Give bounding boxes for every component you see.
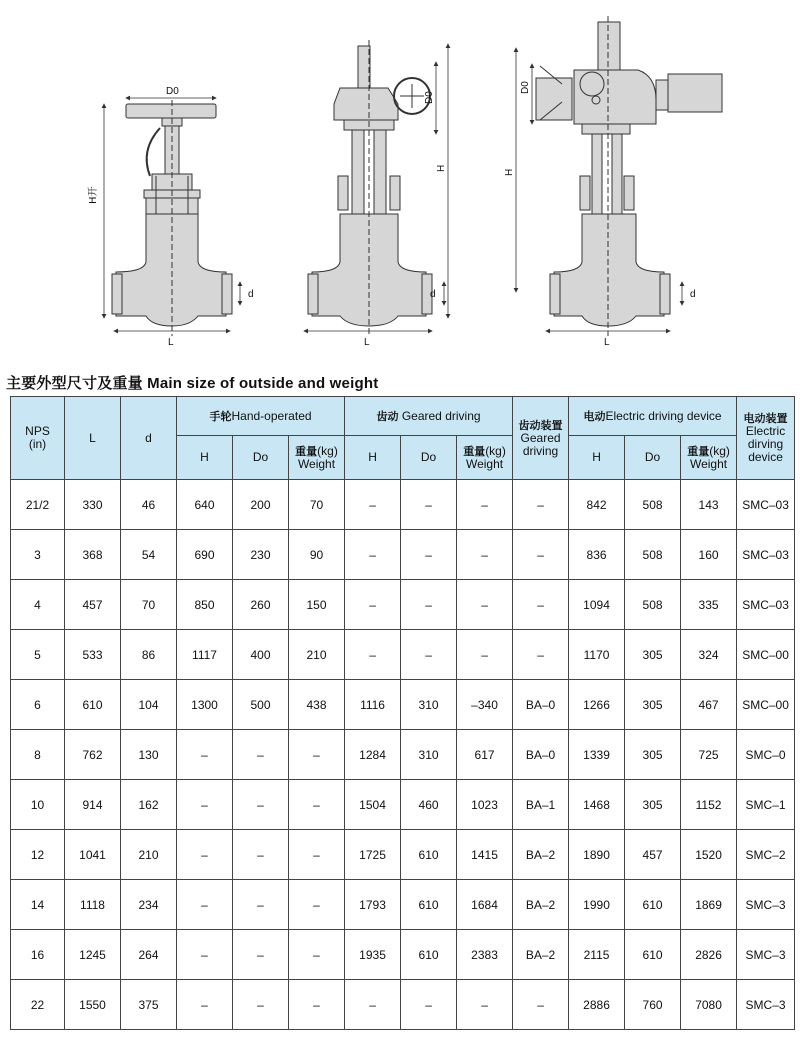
cell-hand-h: 1300	[177, 680, 233, 730]
cell-d: 375	[121, 980, 177, 1030]
cell-hand-h: –	[177, 980, 233, 1030]
col-header-d: d	[121, 397, 177, 480]
cell-d: 86	[121, 630, 177, 680]
cell-electric-weight: 725	[681, 730, 737, 780]
cell-electric-weight: 1869	[681, 880, 737, 930]
table-row	[11, 680, 795, 730]
cell-hand-h: 640	[177, 480, 233, 530]
col-header-geared-device: 齿动装置 Geared driving	[513, 397, 569, 480]
cell-hand-weight: 438	[289, 680, 345, 730]
cell-electric-do: 610	[625, 880, 681, 930]
cell-nps: 21/2	[11, 480, 65, 530]
col-header-l: L	[65, 397, 121, 480]
cell-geared-do: 610	[401, 880, 457, 930]
cell-geared-h: 1116	[345, 680, 401, 730]
cell-electric-weight: 160	[681, 530, 737, 580]
table-row	[11, 780, 795, 830]
electric-do-header: Do	[625, 436, 681, 480]
cell-electric-weight: 324	[681, 630, 737, 680]
cell-electric-device: SMC–03	[737, 530, 795, 580]
cell-hand-h: –	[177, 780, 233, 830]
cell-geared-h: 1725	[345, 830, 401, 880]
cell-hand-weight: –	[289, 880, 345, 930]
cell-geared-device: BA–0	[513, 730, 569, 780]
cell-geared-device: –	[513, 530, 569, 580]
cell-geared-h: –	[345, 480, 401, 530]
cell-hand-do: 200	[233, 480, 289, 530]
cell-hand-h: 850	[177, 580, 233, 630]
valve-drawings	[0, 0, 800, 352]
table-body	[11, 480, 795, 1030]
cell-l: 368	[65, 530, 121, 580]
cell-electric-h: 2886	[569, 980, 625, 1030]
cell-geared-do: 610	[401, 930, 457, 980]
cell-geared-h: 1504	[345, 780, 401, 830]
cell-electric-weight: 1152	[681, 780, 737, 830]
cell-nps: 10	[11, 780, 65, 830]
cell-geared-do: –	[401, 530, 457, 580]
col-header-nps: NPS (in)	[11, 397, 65, 480]
cell-electric-device: SMC–00	[737, 680, 795, 730]
electric-h-header: H	[569, 436, 625, 480]
cell-geared-do: 460	[401, 780, 457, 830]
geared-valve-drawing	[308, 40, 432, 336]
cell-geared-weight: –340	[457, 680, 513, 730]
cell-electric-h: 1468	[569, 780, 625, 830]
hand-d0-label: D0	[166, 86, 179, 97]
cell-electric-device: SMC–3	[737, 980, 795, 1030]
electric-h-label: H	[504, 168, 515, 176]
cell-hand-do: –	[233, 980, 289, 1030]
cell-geared-device: –	[513, 580, 569, 630]
cell-geared-device: –	[513, 630, 569, 680]
table-row	[11, 480, 795, 530]
cell-hand-h: –	[177, 730, 233, 780]
cell-hand-do: –	[233, 780, 289, 830]
cell-electric-h: 1890	[569, 830, 625, 880]
group-header-hand-operated: 手轮Hand-operated	[177, 397, 345, 436]
cell-hand-weight: –	[289, 730, 345, 780]
cell-l: 1041	[65, 830, 121, 880]
cell-hand-h: –	[177, 930, 233, 980]
cell-nps: 3	[11, 530, 65, 580]
electric-d0-label: D0	[520, 81, 531, 94]
col-header-electric-device: 电动装置 Electric dirving device	[737, 397, 795, 480]
cell-d: 70	[121, 580, 177, 630]
cell-hand-weight: 210	[289, 630, 345, 680]
cell-electric-weight: 1520	[681, 830, 737, 880]
cell-l: 762	[65, 730, 121, 780]
cell-geared-device: BA–2	[513, 930, 569, 980]
cell-d: 46	[121, 480, 177, 530]
cell-d: 104	[121, 680, 177, 730]
cell-nps: 16	[11, 930, 65, 980]
cell-l: 1245	[65, 930, 121, 980]
group-header-electric-driving: 电动Electric driving device	[569, 397, 737, 436]
cell-hand-do: –	[233, 930, 289, 980]
cell-d: 264	[121, 930, 177, 980]
cell-hand-weight: –	[289, 980, 345, 1030]
cell-hand-do: –	[233, 830, 289, 880]
cell-geared-do: 310	[401, 680, 457, 730]
cell-hand-weight: –	[289, 930, 345, 980]
cell-hand-h: –	[177, 880, 233, 930]
cell-geared-weight: 617	[457, 730, 513, 780]
cell-hand-do: 400	[233, 630, 289, 680]
cell-electric-do: 305	[625, 680, 681, 730]
cell-electric-device: SMC–2	[737, 830, 795, 880]
header-row-group	[11, 397, 795, 436]
cell-electric-device: SMC–03	[737, 480, 795, 530]
cell-electric-weight: 143	[681, 480, 737, 530]
cell-electric-do: 508	[625, 580, 681, 630]
cell-hand-do: 230	[233, 530, 289, 580]
cell-electric-device: SMC–3	[737, 880, 795, 930]
cell-geared-weight: 1415	[457, 830, 513, 880]
section-title: 主要外型尺寸及重量 Main size of outside and weight	[6, 375, 379, 392]
cell-d: 210	[121, 830, 177, 880]
cell-l: 457	[65, 580, 121, 630]
table-row	[11, 730, 795, 780]
cell-electric-device: SMC–0	[737, 730, 795, 780]
cell-l: 610	[65, 680, 121, 730]
cell-geared-device: –	[513, 980, 569, 1030]
electric-weight-header: 重量(kg) Weight	[681, 436, 737, 480]
table-row	[11, 630, 795, 680]
cell-geared-weight: –	[457, 580, 513, 630]
cell-d: 54	[121, 530, 177, 580]
table-row	[11, 580, 795, 630]
cell-hand-do: –	[233, 730, 289, 780]
electric-l-label: L	[604, 337, 610, 348]
cell-l: 330	[65, 480, 121, 530]
cell-electric-weight: 7080	[681, 980, 737, 1030]
cell-geared-device: –	[513, 480, 569, 530]
cell-hand-weight: 70	[289, 480, 345, 530]
cell-geared-device: BA–1	[513, 780, 569, 830]
cell-electric-device: SMC–00	[737, 630, 795, 680]
cell-l: 914	[65, 780, 121, 830]
cell-geared-weight: –	[457, 980, 513, 1030]
cell-electric-weight: 467	[681, 680, 737, 730]
cell-hand-do: –	[233, 880, 289, 930]
cell-electric-h: 1170	[569, 630, 625, 680]
cell-hand-h: –	[177, 830, 233, 880]
cell-electric-do: 305	[625, 780, 681, 830]
cell-electric-h: 842	[569, 480, 625, 530]
cell-electric-do: 457	[625, 830, 681, 880]
cell-geared-h: –	[345, 530, 401, 580]
cell-hand-weight: 150	[289, 580, 345, 630]
hand-do-header: Do	[233, 436, 289, 480]
cell-geared-weight: 1023	[457, 780, 513, 830]
cell-l: 1550	[65, 980, 121, 1030]
cell-d: 130	[121, 730, 177, 780]
cell-geared-h: 1793	[345, 880, 401, 930]
electric-d-label: d	[690, 289, 696, 300]
hand-d-label: d	[248, 289, 254, 300]
cell-geared-do: –	[401, 630, 457, 680]
table-row	[11, 980, 795, 1030]
cell-electric-do: 305	[625, 630, 681, 680]
cell-electric-h: 1990	[569, 880, 625, 930]
cell-electric-weight: 335	[681, 580, 737, 630]
cell-geared-h: –	[345, 980, 401, 1030]
cell-electric-do: 760	[625, 980, 681, 1030]
cell-nps: 6	[11, 680, 65, 730]
cell-l: 1118	[65, 880, 121, 930]
cell-nps: 14	[11, 880, 65, 930]
cell-electric-device: SMC–03	[737, 580, 795, 630]
hand-weight-header: 重量(kg) Weight	[289, 436, 345, 480]
hand-h-label: H开	[88, 186, 99, 204]
cell-geared-do: –	[401, 980, 457, 1030]
table-row	[11, 530, 795, 580]
cell-geared-do: –	[401, 480, 457, 530]
geared-l-label: L	[364, 337, 370, 348]
geared-d-label: d	[430, 289, 436, 300]
cell-hand-weight: –	[289, 830, 345, 880]
cell-geared-weight: 2383	[457, 930, 513, 980]
cell-electric-do: 508	[625, 480, 681, 530]
cell-geared-h: 1935	[345, 930, 401, 980]
cell-geared-h: –	[345, 580, 401, 630]
cell-geared-h: 1284	[345, 730, 401, 780]
hand-h-header: H	[177, 436, 233, 480]
cell-geared-weight: –	[457, 630, 513, 680]
cell-geared-do: 610	[401, 830, 457, 880]
cell-hand-do: 260	[233, 580, 289, 630]
group-header-geared-driving: 齿动 Geared driving	[345, 397, 513, 436]
cell-electric-h: 1339	[569, 730, 625, 780]
cell-geared-device: BA–2	[513, 830, 569, 880]
cell-hand-h: 690	[177, 530, 233, 580]
cell-geared-device: BA–2	[513, 880, 569, 930]
cell-geared-weight: 1684	[457, 880, 513, 930]
hand-operated-valve-drawing	[112, 100, 232, 336]
cell-nps: 4	[11, 580, 65, 630]
geared-do-header: Do	[401, 436, 457, 480]
cell-hand-weight: 90	[289, 530, 345, 580]
cell-nps: 22	[11, 980, 65, 1030]
cell-electric-do: 305	[625, 730, 681, 780]
cell-nps: 8	[11, 730, 65, 780]
cell-electric-do: 610	[625, 930, 681, 980]
cell-geared-h: –	[345, 630, 401, 680]
geared-h-label: H	[436, 164, 447, 172]
cell-electric-h: 1094	[569, 580, 625, 630]
cell-electric-do: 508	[625, 530, 681, 580]
cell-geared-weight: –	[457, 530, 513, 580]
cell-hand-do: 500	[233, 680, 289, 730]
cell-nps: 12	[11, 830, 65, 880]
table-row	[11, 930, 795, 980]
cell-hand-h: 1117	[177, 630, 233, 680]
cell-electric-device: SMC–1	[737, 780, 795, 830]
cell-d: 162	[121, 780, 177, 830]
dimension-weight-table	[10, 396, 795, 1030]
hand-l-label: L	[168, 337, 174, 348]
cell-l: 533	[65, 630, 121, 680]
cell-electric-h: 1266	[569, 680, 625, 730]
cell-hand-weight: –	[289, 780, 345, 830]
cell-geared-do: 310	[401, 730, 457, 780]
geared-d0-label: D0	[424, 91, 435, 104]
cell-geared-do: –	[401, 580, 457, 630]
cell-electric-device: SMC–3	[737, 930, 795, 980]
geared-weight-header: 重量(kg) Weight	[457, 436, 513, 480]
cell-d: 234	[121, 880, 177, 930]
cell-electric-weight: 2826	[681, 930, 737, 980]
cell-geared-device: BA–0	[513, 680, 569, 730]
geared-h-header: H	[345, 436, 401, 480]
cell-electric-h: 2115	[569, 930, 625, 980]
cell-nps: 5	[11, 630, 65, 680]
cell-electric-h: 836	[569, 530, 625, 580]
table-row	[11, 830, 795, 880]
table-row	[11, 880, 795, 930]
electric-valve-drawing	[536, 16, 722, 336]
cell-geared-weight: –	[457, 480, 513, 530]
